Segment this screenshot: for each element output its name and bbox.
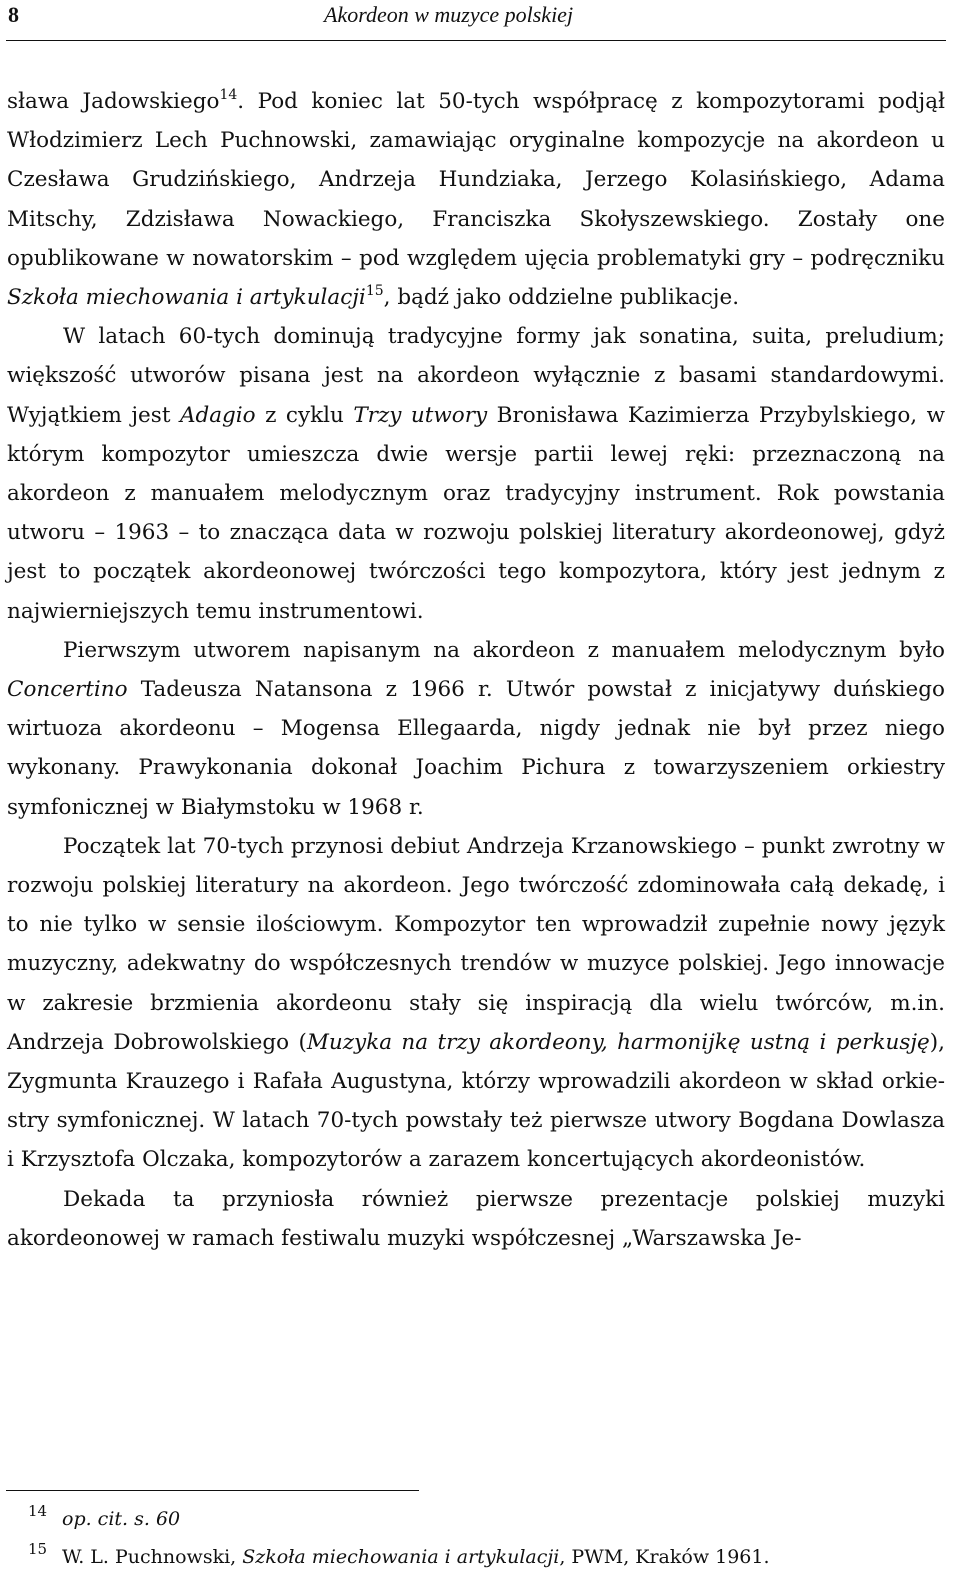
footnote-text: , PWM, Kraków 1961. xyxy=(559,1546,770,1568)
footnote-ref-15: 15 xyxy=(365,283,384,300)
book-title: Szkoła miechowania i artykulacji xyxy=(242,1546,560,1568)
text: , bądź jako oddzielne publikacje. xyxy=(383,285,740,311)
text: Początek lat 70-tych przynosi debiut Andrzeja Krzanowskiego – punkt zwrotny w rozwoju polskiej literatury na akordeon. Jego twórczość zdominowała całą dekadę, i to nie tylko w sensie ilościowym. Kompozytor ten wprowadził zupełnie nowy język muzyczny, adekwatny do współczesnych trendów w muzyce polskiej. Jego innowacje w zakresie brzmienia akordeonu stały się inspiracją dla wielu twórców, m.in. Andrzeja Dobrowolskiego ( xyxy=(7,833,945,1055)
footnote-14 xyxy=(6,1500,944,1538)
text: Pierwszym utworem napisanym na akordeon z manuałem melodycznym było xyxy=(63,637,945,663)
footnote-number: 15 xyxy=(28,1540,48,1558)
work-title: Muzyka na trzy akordeony, harmonijkę ustną i perkusję xyxy=(306,1029,930,1055)
footnote-number: 14 xyxy=(28,1502,48,1520)
book-title: Szkoła miechowania i artykulacji xyxy=(7,285,366,311)
footnote-15 xyxy=(6,1538,944,1576)
paragraph-5 xyxy=(7,1180,945,1258)
paragraph-1 xyxy=(7,82,945,317)
footnote-divider xyxy=(6,1490,419,1491)
footnote-text: W. L. Puchnowski, xyxy=(62,1546,243,1568)
running-title: Akordeon w muzyce polskiej xyxy=(324,2,574,27)
text: ), Zygmunta Krauzego i Rafała Augustyna, którzy wprowadzili akordeon w skład orkiestry symfonicznej. W latach 70-tych powstały też pierwsze utwory Bogdana Dowlasza i Krzysztofa Olczaka, kompozytorów a zarazem koncertujących akordeonistów. xyxy=(7,1029,945,1173)
footnote-ref-14: 14 xyxy=(219,87,238,103)
footnotes xyxy=(6,1500,944,1576)
work-title: Adagio xyxy=(179,402,256,428)
main-text xyxy=(7,82,945,1258)
paragraph-3 xyxy=(7,631,945,827)
footnote-text: op. cit. s. 60 xyxy=(62,1508,181,1530)
work-title: Trzy utwory xyxy=(353,402,488,428)
text: Dekada ta przyniosła również pierwsze prezentacje polskiej muzyki akordeonowej w ramach festiwalu muzyki współczesnej „Warszawska Je- xyxy=(7,1186,945,1251)
work-title: Concertino xyxy=(7,677,128,703)
text: . Pod koniec lat 50-tych współpracę z kompozytorami podjął Włodzimierz Lech Puchnowski, zamawiając oryginalne kompozycje na akordeon u Czesława Grudzińskiego, Andrzeja Hundziaka, Jerzego Kolasińskiego, Adama Mitschy, Zdzisława Nowackiego, Franciszka Skołyszewskiego. Zostały one opublikowane w nowatorskim – pod względem ujęcia problematyki gry – podręczniku xyxy=(7,89,946,271)
text: W latach 60-tych dominują tradycyjne formy jak sonatina, suita, preludium; większość utworów pisana jest na akordeon wyłącznie z basami standardowymi. Wyjątkiem jest xyxy=(7,324,945,428)
paragraph-4 xyxy=(7,827,945,1180)
text: Tadeusza Natansona z 1966 r. Utwór powstał z inicjatywy duńskiego wirtuoza akordeonu – Mogensa Ellegaarda, nigdy jednak nie był przez niego wykonany. Prawykonania dokonał Joachim Pichura z towarzyszeniem orkiestry symfonicznej w Białymstoku w 1968 r. xyxy=(7,677,945,820)
text: Bronisława Kazimierza Przybylskiego, w którym kompozytor umieszcza dwie wersje partii lewej ręki: przeznaczoną na akordeon z manuałem melodycznym oraz tradycyjny instrument. Rok powstania utworu – 1963 – to znacząca data w rozwoju polskiej literatury akordeonowej, gdyż jest to początek akordeonowej twórczości tego kompozytora, który jest jednym z najwierniejszych temu instrumentowi. xyxy=(7,402,945,624)
paragraph-2 xyxy=(7,317,945,631)
page-number: 8 xyxy=(8,2,19,27)
page-header xyxy=(6,0,946,41)
text: sława Jadowskiego xyxy=(7,89,220,114)
text: z cyklu xyxy=(255,402,354,428)
